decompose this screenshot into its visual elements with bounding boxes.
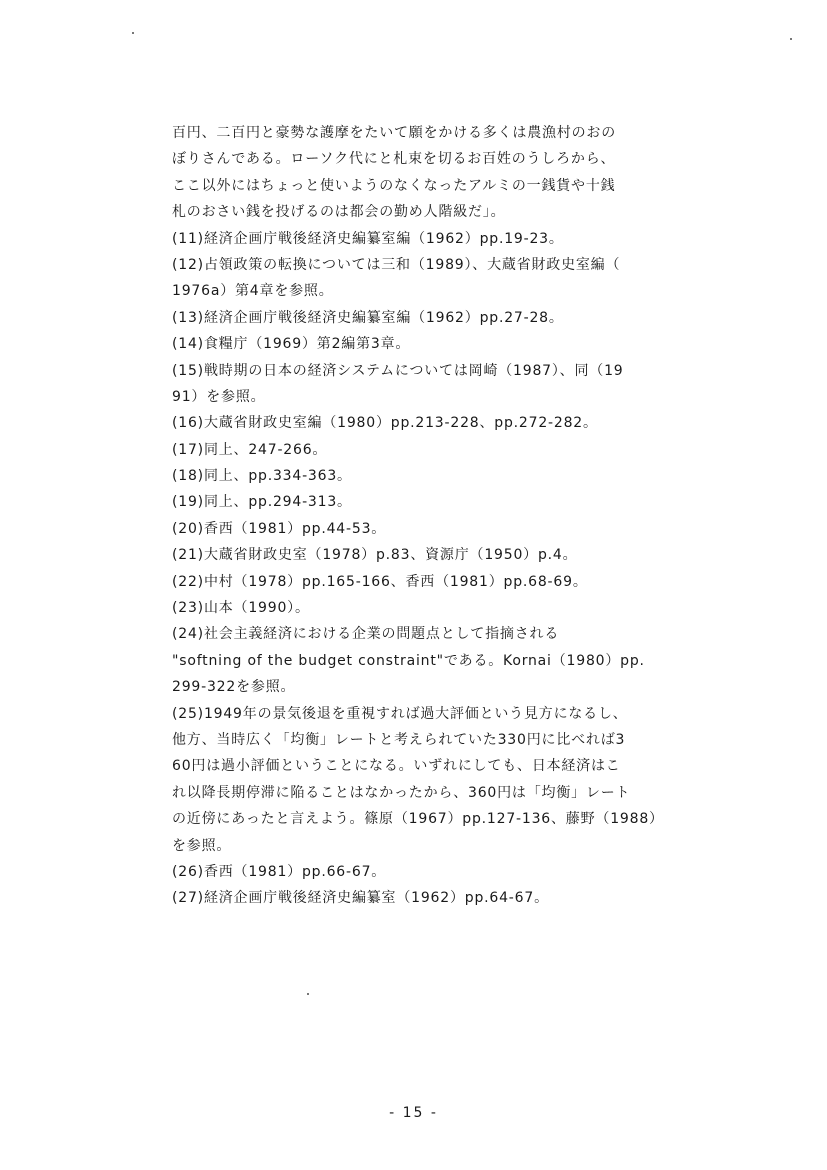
footnote-24-cont: 299-322を参照。	[172, 679, 296, 696]
footnote-16: (16)大蔵省財政史室編（1980）pp.213-228、pp.272-282。	[172, 415, 598, 432]
footnote-12: (12)占領政策の転換については三和（1989）、大蔵省財政史室編（	[172, 256, 621, 273]
footnote-25-cont: を参照。	[172, 837, 232, 854]
text-line: 百円、二百円と豪勢な護摩をたいて願をかける多くは農漁村のおの	[172, 125, 616, 141]
text-line: 札のおさい銭を投げるのは都会の勤め人階級だ」。	[172, 204, 506, 221]
scan-speck	[307, 993, 309, 995]
footnote-26: (26)香西（1981）pp.66-67。	[172, 863, 387, 880]
footnote-17: (17)同上、247-266。	[172, 441, 328, 458]
footnote-25: (25)1949年の景気後退を重視すれば過大評価という見方になるし、	[172, 705, 628, 722]
footnote-21: (21)大蔵省財政史室（1978）p.83、資源庁（1950）p.4。	[172, 547, 578, 564]
footnote-23: (23)山本（1990）。	[172, 600, 310, 617]
text-line: ぼりさんである。ローソク代にと札束を切るお百姓のうしろから、	[172, 151, 616, 168]
footnote-25-cont: 60円は過小評価ということになる。いずれにしても、日本経済はこ	[172, 758, 621, 775]
footnote-14: (14)食糧庁（1969）第2編第3章。	[172, 336, 411, 353]
footnote-20: (20)香西（1981）pp.44-53。	[172, 520, 387, 537]
footnote-27: (27)経済企画庁戦後経済史編纂室（1962）pp.64-67。	[172, 890, 549, 907]
footnote-15-cont: 91）を参照。	[172, 388, 266, 405]
footnote-22: (22)中村（1978）pp.165-166、香西（1981）pp.68-69。	[172, 573, 588, 590]
footnote-25-cont: れ以降長期停滞に陥ることはなかったから、360円は「均衡」レート	[172, 784, 631, 801]
footnote-13: (13)経済企画庁戦後経済史編纂室編（1962）pp.27-28。	[172, 309, 564, 326]
footnote-25-cont: 他方、当時広く「均衡」レートと考えられていた330円に比べれば3	[172, 731, 626, 748]
footnote-12-cont: 1976a）第4章を参照。	[172, 283, 334, 300]
footnote-15: (15)戦時期の日本の経済システムについては岡崎（1987）、同（19	[172, 362, 624, 379]
footnote-25-cont: の近傍にあったと言えよう。篠原（1967）pp.127-136、藤野（1988）	[172, 811, 664, 828]
footnote-24: (24)社会主義経済における企業の問題点として指摘される	[172, 626, 560, 643]
text-line: ここ以外にはちょっと使いようのなくなったアルミの一銭貨や十銭	[172, 177, 616, 194]
footnote-18: (18)同上、pp.334-363。	[172, 468, 352, 485]
scan-speck	[790, 38, 792, 40]
page-number: - 15 -	[389, 1105, 438, 1121]
footnotes-text	[172, 120, 672, 912]
scan-speck	[132, 32, 134, 34]
footnote-19: (19)同上、pp.294-313。	[172, 494, 352, 511]
footnote-11: (11)経済企画庁戦後経済史編纂室編（1962）pp.19-23。	[172, 230, 564, 247]
footnote-24-cont: "softning of the budget constraint"である。Kornai（1980）pp.	[172, 652, 645, 669]
